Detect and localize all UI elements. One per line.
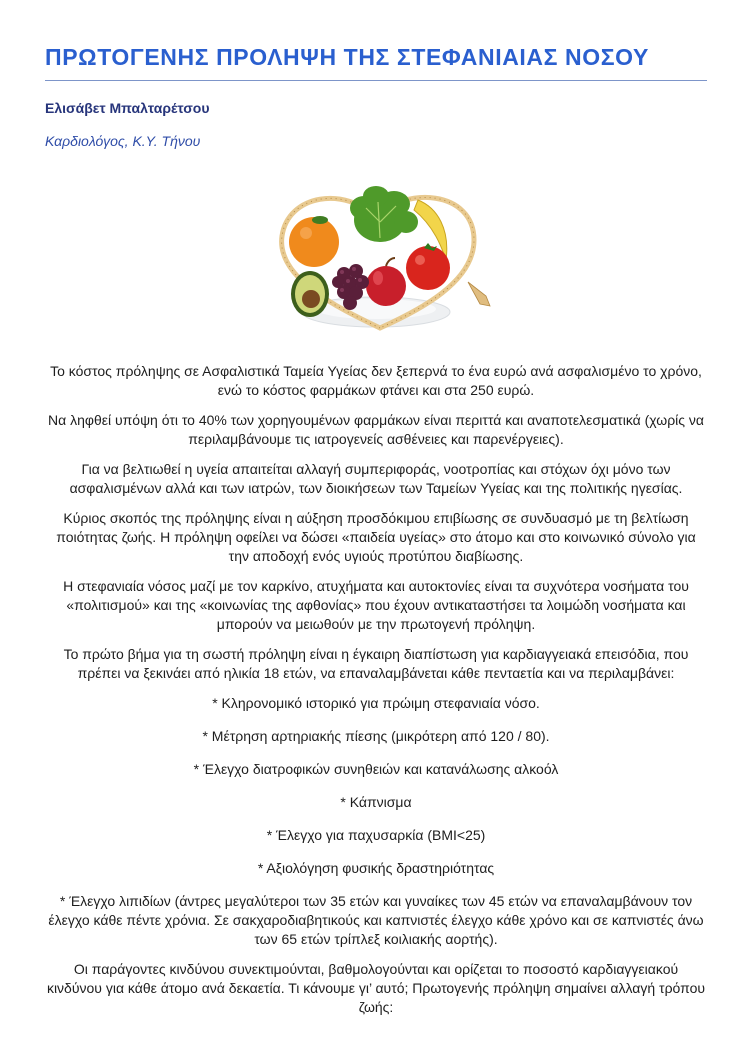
fruit-heart-image <box>268 178 498 338</box>
checklist-item: * Αξιολόγηση φυσικής δραστηριότητας <box>257 860 495 876</box>
title-divider <box>45 80 707 81</box>
checklist-item: * Έλεγχο λιπιδίων (άντρες μεγαλύτεροι των 35 ετών και γυναίκες των 45 ετών να επαναλαμβάνουν τον έλεγχο κάθε πέντε χρόνια. Σε σακχαροδιαβητικούς και καπνιστές έλεγχο κάθε χρόνο και σε καπνιστές άνω των 65 ετών τρίπλεξ κοιλιακής αορτής). <box>48 893 704 947</box>
checklist-item: * Έλεγχο διατροφικών συνηθειών και κατανάλωσης αλκοόλ <box>193 761 559 777</box>
paragraph: Το πρώτο βήμα για τη σωστή πρόληψη είναι η έγκαιρη διαπίστωση για καρδιαγγειακά επεισόδια, που πρέπει να ξεκινάει από ηλικία 18 ετών, να επαναλαμβάνεται κάθε πενταετία και να περιλαμβάνει: <box>63 646 689 681</box>
checklist-item: * Μέτρηση αρτηριακής πίεσης (μικρότερη από 120 / 80). <box>202 728 550 744</box>
article-title: ΠΡΩΤΟΓΕΝΗΣ ΠΡΟΛΗΨΗ ΤΗΣ ΣΤΕΦΑΝΙΑΙΑΣ ΝΟΣΟΥ <box>45 44 649 70</box>
checklist-item: * Κάπνισμα <box>340 794 412 810</box>
checklist-item: * Κληρονομικό ιστορικό για πρώιμη στεφανιαία νόσο. <box>212 695 540 711</box>
checklist-item: * Έλεγχο για παχυσαρκία (ΒΜΙ<25) <box>266 827 486 843</box>
author-name: Ελισάβετ Μπαλταρέτσου <box>45 100 210 116</box>
author-affiliation: Καρδιολόγος, Κ.Υ. Τήνου <box>45 133 201 149</box>
paragraph: Να ληφθεί υπόψη ότι το 40% των χορηγουμένων φαρμάκων είναι περιττά και αναποτελεσματικά (χωρίς να περιλαμβάνουμε τις ιατρογενείς ασθένειες και παρενέργειες). <box>47 412 705 447</box>
paragraph: Κύριος σκοπός της πρόληψης είναι η αύξηση προσδόκιμου επιβίωσης σε συνδυασμό με τη βελτίωση ποιότητας ζωής. Η πρόληψη οφείλει να δώσει «παιδεία υγείας» στο άτομο και στο κοινωνικό σύνολο για την αποδοχή ενός υγιούς προτύπου διαβίωσης. <box>56 510 696 564</box>
article-body <box>45 362 707 1028</box>
paragraph: Η στεφανιαία νόσος μαζί με τον καρκίνο, ατυχήματα και αυτοκτονίες είναι τα συχνότερα νοσήματα του «πολιτισμού» και της «κοινωνίας της αφθονίας» που έχουν αντικαταστήσει τα λοιμώδη νοσήματα και μπορούν να μειωθούν με την πρωτογενή πρόληψη. <box>63 578 689 632</box>
heart-tape-with-fruit-icon <box>268 178 498 338</box>
paragraph: Το κόστος πρόληψης σε Ασφαλιστικά Ταμεία Υγείας δεν ξεπερνά το ένα ευρώ ανά ασφαλισμένο το χρόνο, ενώ το κόστος φαρμάκων φτάνει και στα 250 ευρώ. <box>50 363 702 398</box>
paragraph: Οι παράγοντες κινδύνου συνεκτιμούνται, βαθμολογούνται και ορίζεται το ποσοστό καρδιαγγειακού κινδύνου για κάθε άτομο ανά δεκαετία. Τι κάνουμε γι’ αυτό; Πρωτογενής πρόληψη σημαίνει αλλαγή τρόπου ζωής: <box>46 961 706 1015</box>
paragraph: Για να βελτιωθεί η υγεία απαιτείται αλλαγή συμπεριφοράς, νοοτροπίας και στόχων όχι μόνο των ασφαλισμένων αλλά και των ιατρών, των διοικήσεων των Ταμείων Υγείας και της πολιτικής ηγεσίας. <box>69 461 683 496</box>
